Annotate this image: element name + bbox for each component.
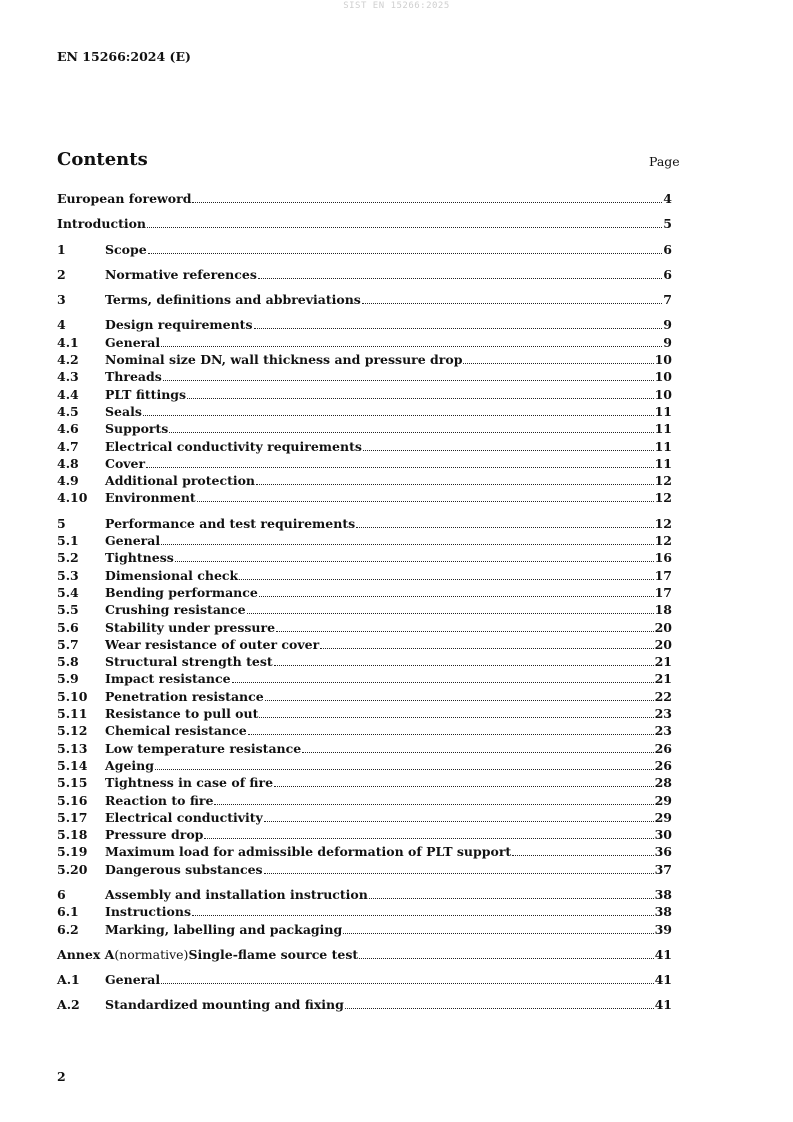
toc-leader-dots [214,804,653,805]
toc-entry-label: Seals [105,403,142,419]
toc-entry-label: Dimensional check [105,567,239,583]
toc-leader-dots [197,501,654,502]
toc-entry-page: 22 [654,688,672,704]
toc-leader-dots [187,398,654,399]
toc-entry-label: Scope [105,241,147,257]
toc-entry-5-17[interactable] [57,809,672,826]
toc-entry-number: 4 [57,317,66,333]
toc-entry-number: 4.10 [57,490,88,506]
toc-entry-page: 17 [654,584,672,600]
toc-entry-page: 5 [663,216,672,232]
toc-entry-page: 29 [654,792,672,808]
toc-entry-number: 4.3 [57,369,79,385]
toc-leader-dots [155,769,654,770]
toc-entry-label: Wear resistance of outer cover [105,636,320,652]
toc-entry-5-8[interactable] [57,653,672,670]
toc-entry-number: A.2 [57,997,80,1013]
toc-entry-page: 12 [654,515,672,531]
toc-entry-page: 41 [654,997,672,1013]
toc-leader-dots [232,682,654,683]
toc-leader-dots [359,958,653,959]
toc-leader-dots [258,278,662,279]
toc-entry-page: 36 [654,844,672,860]
toc-entry-5-19[interactable] [57,843,672,860]
toc-entry-5-6[interactable] [57,619,672,636]
toc-entry-5-16[interactable] [57,792,672,809]
toc-entry-label: Threads [105,369,162,385]
toc-entry-page: 10 [654,369,672,385]
toc-entry-5-20[interactable] [57,861,672,878]
toc-entry-number: 4.1 [57,334,79,350]
toc-entry-5-4[interactable] [57,584,672,601]
toc-entry-4-8[interactable] [57,455,672,472]
toc-entry-page: 38 [654,886,672,902]
toc-leader-dots [254,328,663,329]
toc-leader-dots [163,380,654,381]
toc-leader-dots [356,527,653,528]
toc-leader-dots [345,1008,654,1009]
toc-entry-label: Single-flame source test [188,946,359,962]
toc-entry-number: 5.18 [57,827,88,843]
toc-entry-page: 39 [654,921,672,937]
toc-entry-number: 4.7 [57,438,79,454]
page-number: 2 [57,1069,66,1084]
toc-leader-dots [259,717,653,718]
toc-entry-label: Penetration resistance [105,688,264,704]
toc-entry-number: 4.6 [57,421,79,437]
document-id: EN 15266:2024 (E) [57,49,191,64]
toc-entry-label: Design requirements [105,317,253,333]
toc-entry-page: 20 [654,619,672,635]
toc-entry-number: 5 [57,515,66,531]
toc-entry-label: General [105,334,161,350]
toc-entry-number: 5.16 [57,792,88,808]
toc-entry-4-7[interactable] [57,438,672,455]
toc-entry-label: General [105,533,161,549]
toc-entry-page: 21 [654,654,672,670]
toc-entry-label: Structural strength test [105,654,273,670]
toc-entry-label: Impact resistance [105,671,231,687]
toc-entry-label: General [105,972,161,988]
toc-leader-dots [343,933,653,934]
toc-entry-label: Ageing [105,757,154,773]
toc-entry-label: Instructions [105,904,192,920]
toc-entry-label: Pressure drop [105,827,204,843]
toc-entry-page: 11 [654,421,672,437]
toc-entry-introduction[interactable] [57,215,672,232]
toc-entry-label: Cover [105,455,146,471]
toc-entry-page: 7 [663,292,672,308]
toc-leader-dots [148,253,663,254]
toc-entry-page: 29 [654,809,672,825]
toc-entry-annex-a[interactable] [57,946,672,963]
toc-leader-dots [274,786,654,787]
toc-entry-label: Low temperature resistance [105,740,302,756]
toc-entry-number: 5.13 [57,740,88,756]
toc-entry-label: Chemical resistance [105,723,247,739]
toc-entry-label: Resistance to pull out [105,706,259,722]
toc-leader-dots [143,415,654,416]
toc-entry-page: 10 [654,386,672,402]
toc-entry-number: 5.15 [57,775,88,791]
toc-entry-label: Electrical conductivity [105,809,263,825]
toc-leader-dots [264,821,654,822]
page-column-label: Page [649,154,680,169]
toc-entry-4-10[interactable] [57,489,672,506]
toc-entry-5-11[interactable] [57,705,672,722]
toc-leader-dots [256,484,654,485]
toc-entry-page: 37 [654,861,672,877]
toc-entry-label: Standardized mounting and fixing [105,997,344,1013]
toc-entry-4-3[interactable] [57,368,672,385]
toc-entry-number: 5.3 [57,567,79,583]
toc-entry-page: 16 [654,550,672,566]
toc-entry-page: 17 [654,567,672,583]
toc-entry-label: European foreword [57,191,192,206]
toc-entry-label: Maximum load for admissible deformation of PLT support [105,844,512,860]
toc-entry-label: Normative references [105,266,257,282]
toc-entry-label: Dangerous substances [105,861,263,877]
toc-leader-dots [161,983,653,984]
toc-leader-dots [248,734,654,735]
toc-entry-5-15[interactable] [57,774,672,791]
toc-entry-label: PLT fittings [105,386,187,402]
toc-entry-page: 12 [654,473,672,489]
toc-entry-number: 5.1 [57,533,79,549]
toc-entry-a-2[interactable] [57,996,672,1013]
toc-entry-page: 18 [654,602,672,618]
toc-entry-label: Crushing resistance [105,602,246,618]
toc-entry-4-9[interactable] [57,472,672,489]
toc-entry-5-9[interactable] [57,670,672,687]
toc-entry-6[interactable] [57,886,672,903]
toc-entry-page: 41 [654,946,672,962]
toc-entry-label: Stability under pressure [105,619,276,635]
toc-entry-label: Terms, definitions and abbreviations [105,292,361,308]
toc-leader-dots [192,915,654,916]
toc-entry-number: 4.8 [57,455,79,471]
toc-leader-dots [265,700,654,701]
toc-annex-type: (normative) [114,946,189,962]
toc-entry-6-2[interactable] [57,921,672,938]
toc-entry-page: 6 [663,241,672,257]
toc-entry-page: 41 [654,972,672,988]
toc-entry-6-1[interactable] [57,903,672,920]
toc-entry-4-1[interactable] [57,334,672,351]
toc-leader-dots [147,227,662,228]
toc-entry-5-5[interactable] [57,601,672,618]
toc-entry-label: Assembly and installation instruction [105,886,368,902]
toc-entry-number: 5.7 [57,636,79,652]
toc-entry-number: 4.2 [57,352,79,368]
toc-entry-label: Supports [105,421,169,437]
toc-leader-dots [264,873,654,874]
toc-entry-number: 5.6 [57,619,79,635]
toc-entry-3[interactable] [57,291,672,308]
toc-leader-dots [239,579,653,580]
toc-entry-number: 4.5 [57,403,79,419]
toc-entry-5-18[interactable] [57,826,672,843]
toc-entry-page: 20 [654,636,672,652]
toc-leader-dots [363,450,654,451]
toc-annex-prefix: Annex A [57,946,115,962]
toc-entry-number: 6.1 [57,904,79,920]
toc-entry-a-1[interactable] [57,971,672,988]
toc-entry-page: 6 [663,266,672,282]
toc-leader-dots [259,596,654,597]
toc-entry-4-6[interactable] [57,420,672,437]
toc-entry-4-2[interactable] [57,351,672,368]
toc-entry-page: 26 [654,757,672,773]
toc-entry-label: Reaction to fire [105,792,214,808]
toc-entry-number: 5.4 [57,584,79,600]
watermark: SIST EN 15266:2025 [343,1,450,11]
toc-entry-page: 26 [654,740,672,756]
toc-entry-page: 11 [654,455,672,471]
toc-entry-5-1[interactable] [57,532,672,549]
toc-leader-dots [192,202,662,203]
toc-entry-label: Bending performance [105,584,258,600]
toc-entry-label: Marking, labelling and packaging [105,921,343,937]
toc-entry-number: 5.8 [57,654,79,670]
toc-entry-page: 9 [663,317,672,333]
toc-entry-page: 23 [654,706,672,722]
toc-entry-page: 9 [663,334,672,350]
toc-entry-number: 4.9 [57,473,79,489]
toc-leader-dots [276,631,654,632]
toc-entry-number: 5.14 [57,757,88,773]
toc-entry-label: Additional protection [105,473,256,489]
toc-entry-5[interactable] [57,515,672,532]
toc-entry-number: 5.19 [57,844,88,860]
toc-entry-5-14[interactable] [57,757,672,774]
contents-heading: Contents [57,149,148,170]
toc-leader-dots [302,752,653,753]
toc-leader-dots [146,467,654,468]
toc-entry-page: 21 [654,671,672,687]
toc-entry-5-12[interactable] [57,722,672,739]
toc-entry-page: 30 [654,827,672,843]
toc-entry-number: 6.2 [57,921,79,937]
toc-entry-number: A.1 [57,972,80,988]
toc-entry-4-4[interactable] [57,386,672,403]
toc-entry-page: 23 [654,723,672,739]
toc-entry-number: 5.12 [57,723,88,739]
toc-entry-5-2[interactable] [57,549,672,566]
toc-leader-dots [175,561,654,562]
toc-leader-dots [161,346,662,347]
toc-entry-2[interactable] [57,266,672,283]
toc-leader-dots [369,898,654,899]
toc-entry-page: 11 [654,403,672,419]
toc-entry-label: Nominal size DN, wall thickness and pressure drop [105,352,463,368]
toc-entry-number: 4.4 [57,386,79,402]
toc-entry-number: 5.5 [57,602,79,618]
toc-entry-page: 12 [654,533,672,549]
toc-entry-number: 5.20 [57,861,88,877]
toc-leader-dots [463,363,653,364]
toc-entry-number: 5.11 [57,706,88,722]
toc-leader-dots [362,303,662,304]
toc-entry-5-3[interactable] [57,567,672,584]
toc-entry-5-7[interactable] [57,636,672,653]
toc-leader-dots [274,665,654,666]
toc-entry-number: 1 [57,241,66,257]
toc-entry-label: Performance and test requirements [105,515,356,531]
toc-leader-dots [169,432,653,433]
toc-entry-label: Introduction [57,216,147,232]
toc-entry-number: 5.10 [57,688,88,704]
toc-entry-page: 12 [654,490,672,506]
table-of-contents [57,190,672,1014]
toc-entry-number: 6 [57,886,66,902]
toc-leader-dots [247,613,654,614]
toc-entry-label: Tightness in case of fire [105,775,274,791]
toc-entry-4[interactable] [57,316,672,333]
toc-entry-number: 2 [57,266,66,282]
toc-entry-number: 5.9 [57,671,79,687]
toc-entry-1[interactable] [57,241,672,258]
toc-entry-page: 10 [654,352,672,368]
toc-leader-dots [161,544,653,545]
toc-entry-5-13[interactable] [57,740,672,757]
toc-entry-4-5[interactable] [57,403,672,420]
toc-entry-label: Tightness [105,550,174,566]
toc-entry-page: 28 [654,775,672,791]
toc-entry-number: 3 [57,292,66,308]
toc-entry-5-10[interactable] [57,688,672,705]
toc-entry-page: 4 [663,191,672,206]
toc-entry-number: 5.17 [57,809,88,825]
toc-leader-dots [512,855,653,856]
toc-leader-dots [320,648,653,649]
toc-entry-label: Electrical conductivity requirements [105,438,362,454]
toc-entry-label: Environment [105,490,196,506]
toc-leader-dots [204,838,653,839]
toc-entry-page: 38 [654,904,672,920]
toc-entry-foreword[interactable] [57,190,672,207]
toc-entry-page: 11 [654,438,672,454]
toc-entry-number: 5.2 [57,550,79,566]
